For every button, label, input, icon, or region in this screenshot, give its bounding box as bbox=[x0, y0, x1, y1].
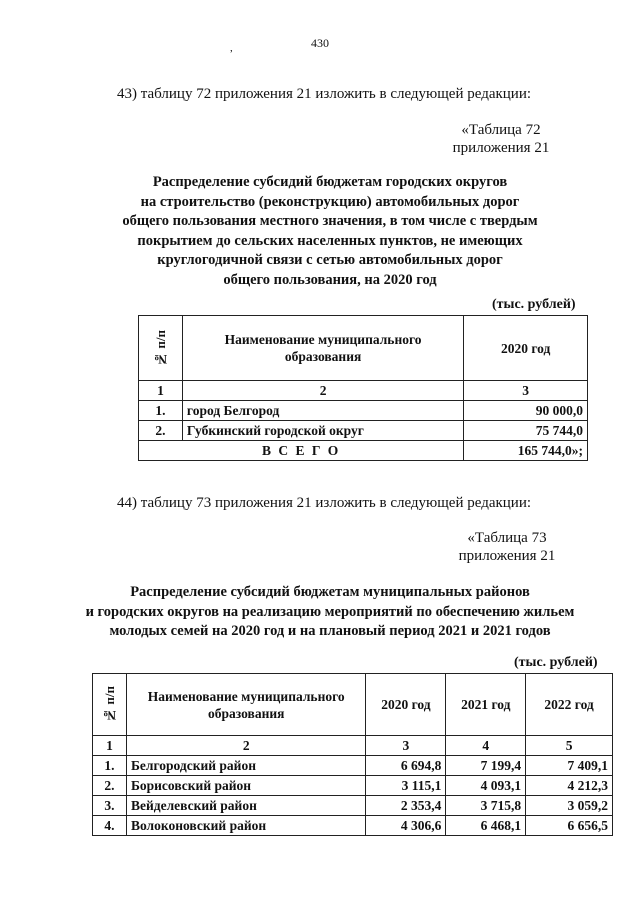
table-72 bbox=[138, 315, 588, 461]
instruction-44: 44) таблицу 73 приложения 21 изложить в следующей редакции: bbox=[117, 495, 532, 511]
row-value-2020: 90 000,0 bbox=[464, 401, 588, 421]
row-value-2020: 4 306,6 bbox=[366, 816, 446, 836]
col-number: 2 bbox=[126, 736, 366, 756]
col-number: 2 bbox=[182, 381, 463, 401]
row-name: город Белгород bbox=[182, 401, 463, 421]
row-value-2021: 3 715,8 bbox=[446, 796, 526, 816]
caption-table-72 bbox=[446, 121, 556, 157]
table-header-row bbox=[139, 316, 588, 381]
caption-72-line1: «Таблица 72 bbox=[461, 122, 541, 138]
header-num: № п/п bbox=[93, 674, 127, 736]
column-number-row bbox=[93, 736, 613, 756]
instruction-43: 43) таблицу 72 приложения 21 изложить в следующей редакции: bbox=[117, 86, 532, 102]
total-row bbox=[139, 441, 588, 461]
row-value-2022: 4 212,3 bbox=[526, 776, 613, 796]
header-name: Наименование муниципального образования bbox=[182, 316, 463, 381]
header-2021: 2021 год bbox=[446, 674, 526, 736]
row-value-2022: 6 656,5 bbox=[526, 816, 613, 836]
row-num: 2. bbox=[93, 776, 127, 796]
units-72: (тыс. рублей) bbox=[492, 297, 576, 312]
heading-73-line: Распределение субсидий бюджетам муниципальных районов bbox=[130, 584, 530, 600]
row-num: 1. bbox=[93, 756, 127, 776]
row-name: Волоконовский район bbox=[126, 816, 366, 836]
table-row bbox=[93, 816, 613, 836]
table-row bbox=[139, 421, 588, 441]
total-label: В С Е Г О bbox=[139, 441, 464, 461]
heading-72-line: на строительство (реконструкцию) автомобильных дорог bbox=[140, 193, 520, 210]
row-value-2021: 6 468,1 bbox=[446, 816, 526, 836]
row-name: Вейделевский район bbox=[126, 796, 366, 816]
row-name: Белгородский район bbox=[126, 756, 366, 776]
heading-72-line: общего пользования, на 2020 год bbox=[223, 271, 437, 288]
header-num: № п/п bbox=[139, 316, 183, 381]
row-value-2020: 3 115,1 bbox=[366, 776, 446, 796]
header-2020: 2020 год bbox=[464, 316, 588, 381]
row-value-2020: 6 694,8 bbox=[366, 756, 446, 776]
table-row bbox=[93, 776, 613, 796]
row-value-2020: 75 744,0 bbox=[464, 421, 588, 441]
heading-72-line: общего пользования местного значения, в том числе с твердым bbox=[122, 213, 538, 229]
col-number: 3 bbox=[366, 736, 446, 756]
heading-73-line: молодых семей на 2020 год и на плановый период 2021 и 2021 годов bbox=[109, 623, 551, 639]
col-number: 3 bbox=[464, 381, 588, 401]
row-value-2020: 2 353,4 bbox=[366, 796, 446, 816]
row-value-2021: 7 199,4 bbox=[446, 756, 526, 776]
row-name: Губкинский городской округ bbox=[182, 421, 463, 441]
caption-table-73 bbox=[452, 529, 562, 565]
units-73: (тыс. рублей) bbox=[514, 655, 598, 670]
total-value: 165 744,0»; bbox=[464, 441, 588, 461]
heading-72-line: круглогодичной связи с сетью автомобильных дорог bbox=[157, 252, 503, 268]
row-value-2022: 3 059,2 bbox=[526, 796, 613, 816]
row-num: 4. bbox=[93, 816, 127, 836]
header-2020: 2020 год bbox=[366, 674, 446, 736]
heading-table-73 bbox=[60, 583, 600, 642]
header-2022: 2022 год bbox=[526, 674, 613, 736]
row-value-2021: 4 093,1 bbox=[446, 776, 526, 796]
row-num: 1. bbox=[139, 401, 183, 421]
table-row bbox=[93, 756, 613, 776]
col-number: 1 bbox=[139, 381, 183, 401]
stray-mark: , bbox=[230, 42, 233, 54]
caption-73-line2: приложения 21 bbox=[458, 548, 556, 564]
heading-73-line: и городских округов на реализацию мероприятий по обеспечению жильем bbox=[85, 603, 575, 620]
caption-73-line1: «Таблица 73 bbox=[467, 530, 547, 546]
row-name: Борисовский район bbox=[126, 776, 366, 796]
col-number: 5 bbox=[526, 736, 613, 756]
heading-table-72 bbox=[100, 173, 560, 290]
caption-72-line2: приложения 21 bbox=[452, 140, 550, 156]
row-value-2022: 7 409,1 bbox=[526, 756, 613, 776]
row-num: 3. bbox=[93, 796, 127, 816]
table-header-row bbox=[93, 674, 613, 736]
heading-72-line: Распределение субсидий бюджетам городских округов bbox=[152, 174, 508, 190]
header-name: Наименование муниципального образования bbox=[126, 674, 366, 736]
table-73 bbox=[92, 673, 613, 836]
row-num: 2. bbox=[139, 421, 183, 441]
col-number: 1 bbox=[93, 736, 127, 756]
page-number: 430 bbox=[311, 36, 329, 50]
col-number: 4 bbox=[446, 736, 526, 756]
table-row bbox=[139, 401, 588, 421]
heading-72-line: покрытием до сельских населенных пунктов, не имеющих bbox=[137, 232, 523, 249]
column-number-row bbox=[139, 381, 588, 401]
table-row bbox=[93, 796, 613, 816]
